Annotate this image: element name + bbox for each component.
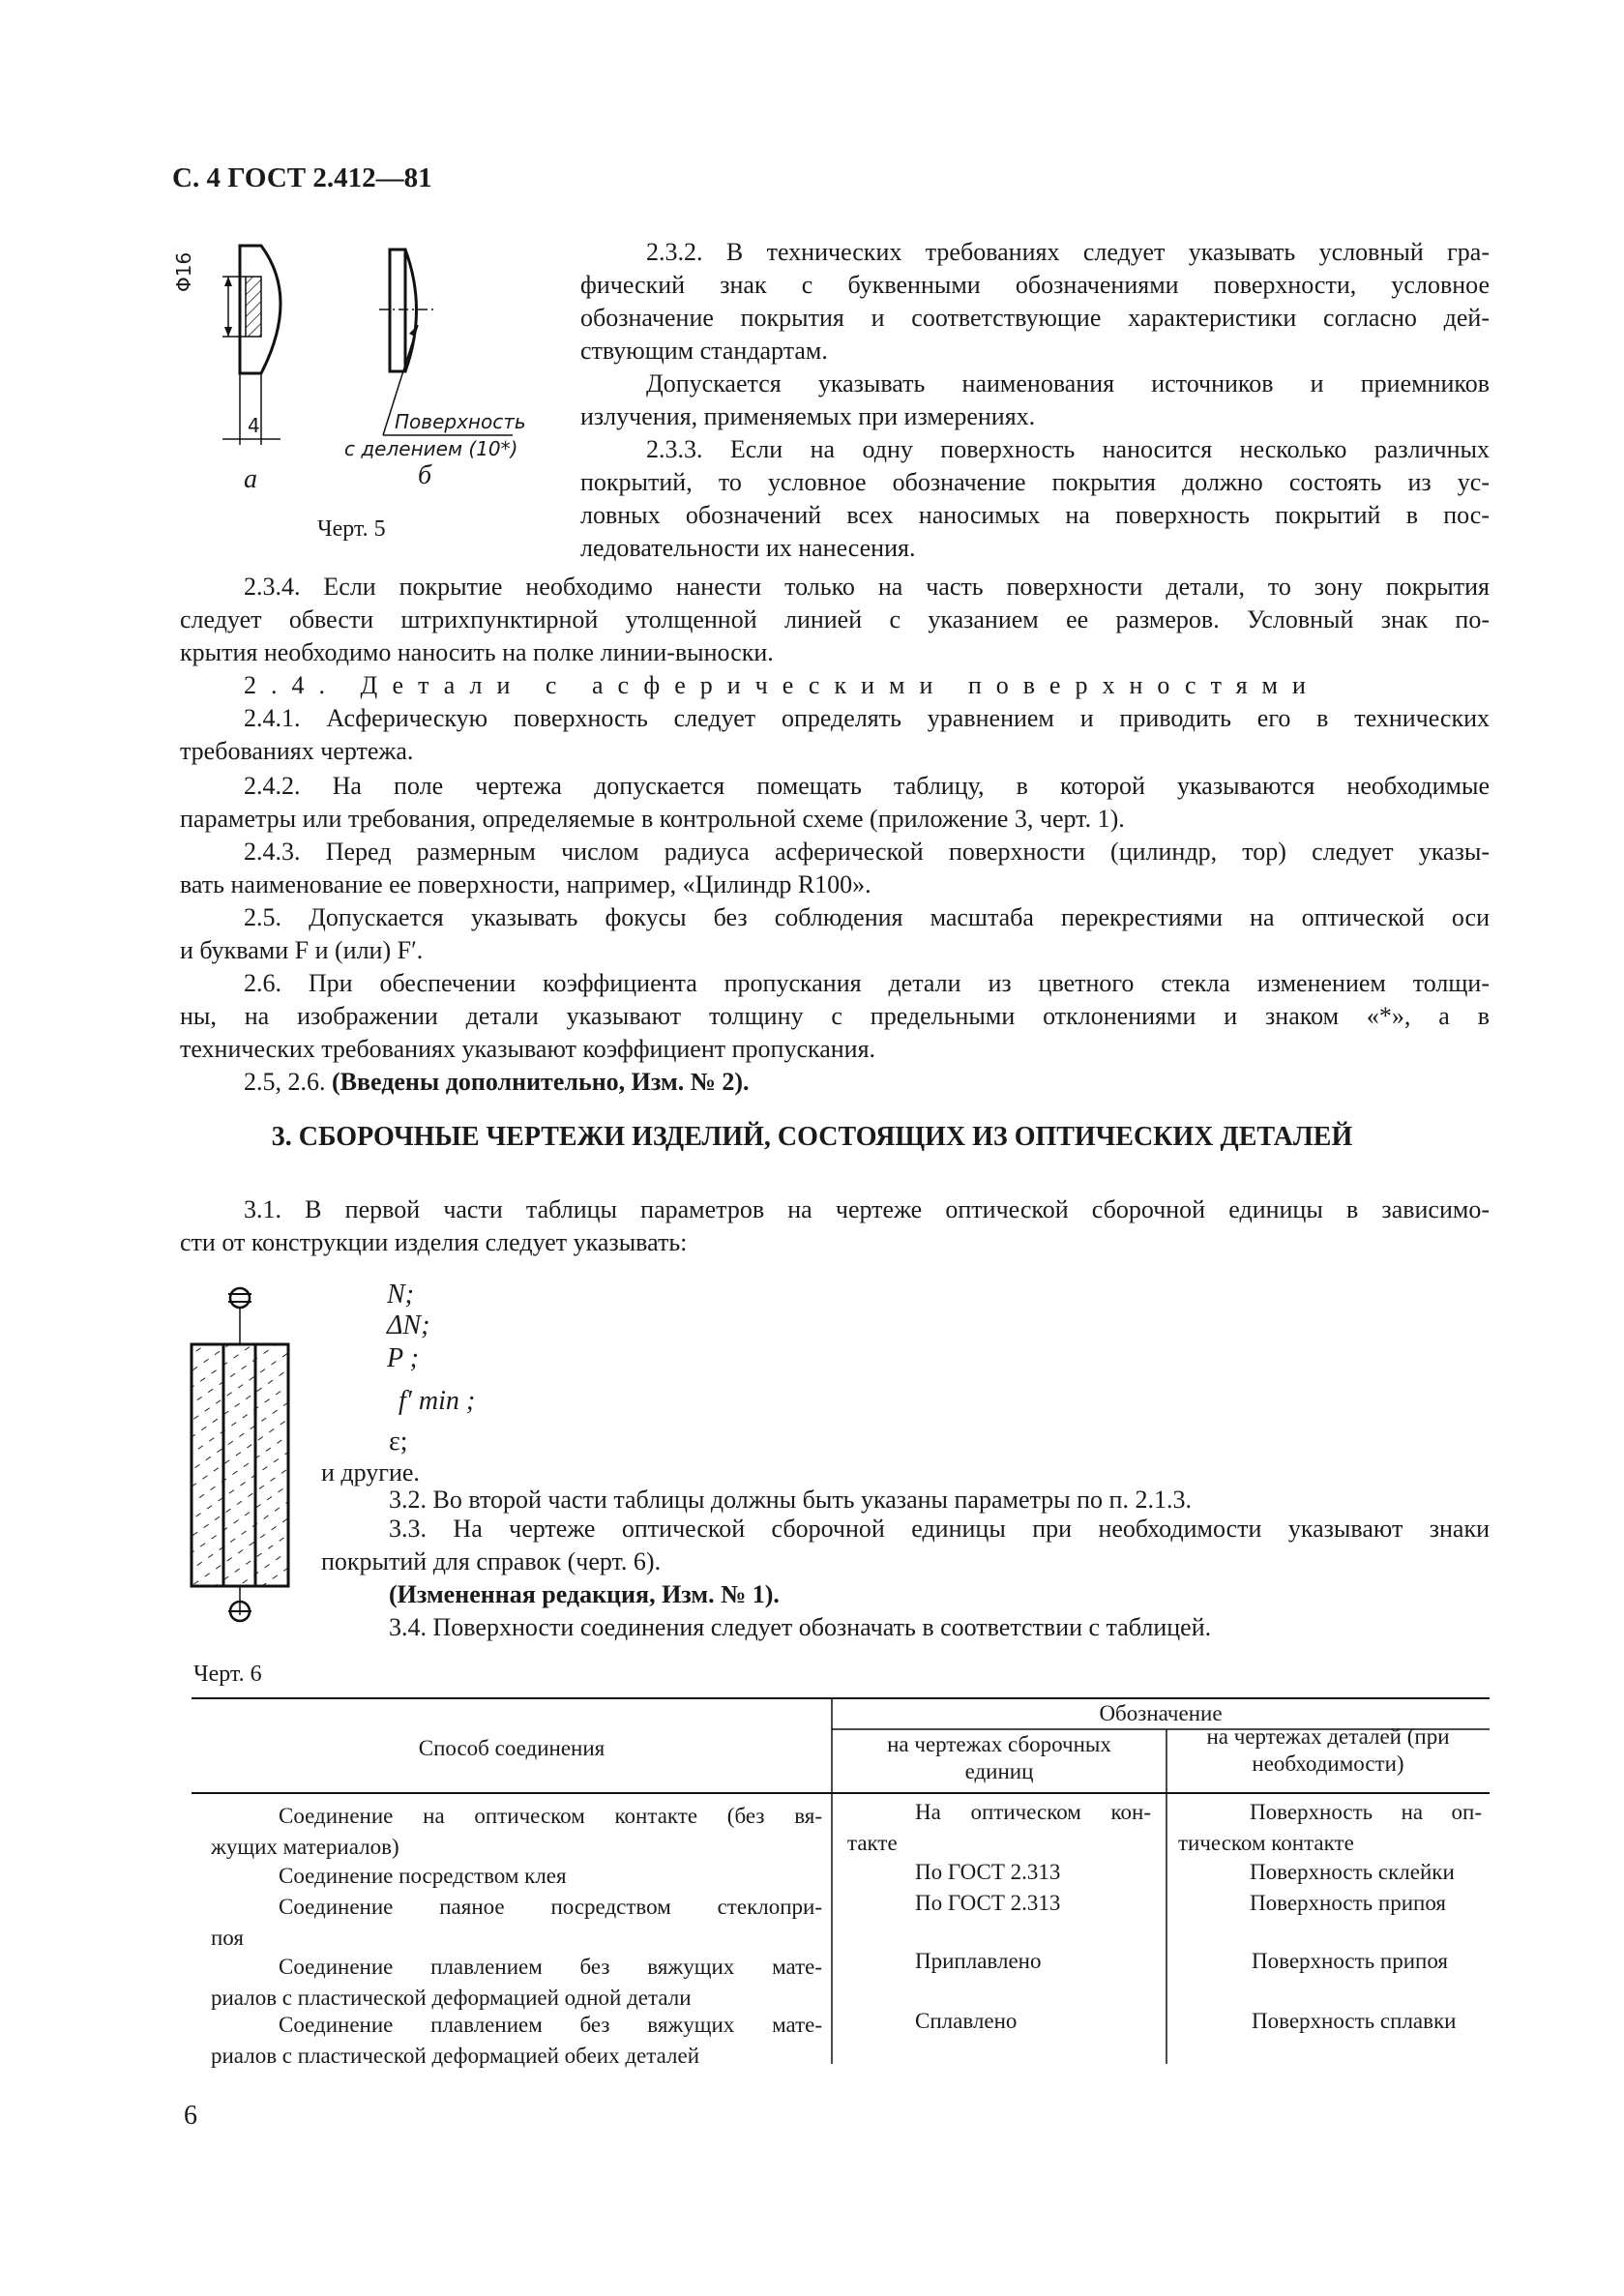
table-cell: Соединение посредством клея <box>279 1864 567 1888</box>
paragraph-line: 2.4.2. На поле чертежа допускается помещать таблицу, в которой указываются необходимые <box>244 772 1490 800</box>
paragraph-line: ловных обозначений всех наносимых на поверхность покрытий в пос- <box>580 501 1490 529</box>
table-cell: Поверхность сплавки <box>1252 2009 1457 2033</box>
table-cell: поя <box>211 1926 244 1950</box>
paragraph-line: требованиях чертежа. <box>180 737 414 765</box>
param-epsilon: ε; <box>389 1427 408 1457</box>
param-f-min: f′ min ; <box>399 1386 476 1416</box>
table-header-method: Способ соединения <box>418 1736 605 1760</box>
paragraph-line: 3.1. В первой части таблицы параметров на чертеже оптической сборочной единицы в зависимо- <box>244 1195 1490 1223</box>
paragraph-line: крытия необходимо наносить на полке линии-выноски. <box>180 638 774 666</box>
table-cell: Соединение паяное посредством стеклопри- <box>279 1895 822 1919</box>
figure-5-label-b: б <box>418 460 432 490</box>
table-cell: На оптическом кон- <box>915 1800 1151 1824</box>
table-cell: Сплавлено <box>915 2009 1018 2033</box>
figure-5-width-label: 4 <box>248 414 260 437</box>
page-header: С. 4 ГОСТ 2.412—81 <box>172 162 432 193</box>
table-header-assembly-line2: единиц <box>964 1759 1034 1783</box>
paragraph-line: обозначение покрытия и соответствующие характеристики согласно дей- <box>580 304 1490 332</box>
paragraph-line: 3.2. Во второй части таблицы должны быть указаны параметры по п. 2.1.3. <box>389 1486 1192 1514</box>
table-cell: риалов с пластической деформацией обеих деталей <box>211 2044 700 2068</box>
figure-5-drawing <box>155 232 542 542</box>
paragraph-line: Допускается указывать наименования источников и приемников <box>646 369 1490 397</box>
paragraph-line: параметры или требования, определяемые в контрольной схеме (приложение 3, черт. 1). <box>180 805 1125 833</box>
amendment-prefix: 2.5, 2.6. <box>244 1068 332 1096</box>
paragraph-line: ны, на изображении детали указывают толщину с предельными отклонениями и знаком «*», а в <box>180 1002 1490 1030</box>
table-cell: Соединение плавлением без вяжущих мате- <box>279 1955 822 1979</box>
table-cell: такте <box>847 1831 898 1855</box>
param-delta-n: ΔN; <box>387 1310 430 1340</box>
figure-5-label-a: а <box>244 464 257 494</box>
amendment-note <box>244 1066 749 1099</box>
paragraph-line: вать наименование ее поверхности, например, «Цилиндр R100». <box>180 870 871 898</box>
figure-5-note-line1: Поверхность <box>395 410 526 433</box>
table-header-designation: Обозначение <box>1099 1701 1223 1725</box>
table-cell: Поверхность припоя <box>1250 1891 1446 1915</box>
paragraph-line: 3.3. На чертеже оптической сборочной единицы при необходимости указывают знаки <box>389 1515 1490 1543</box>
paragraph-line: покрытий, то условное обозначение покрытия должно состоять из ус- <box>580 468 1490 496</box>
figure-5-note-line2: с делением (10*) <box>344 437 518 460</box>
paragraph-line: сти от конструкции изделия следует указывать: <box>180 1228 688 1256</box>
table-cell: Приплавлено <box>915 1949 1042 1973</box>
amendment-note: (Измененная редакция, Изм. № 1). <box>389 1580 780 1608</box>
table-cell: тическом контакте <box>1178 1831 1354 1855</box>
paragraph-line: и другие. <box>321 1458 420 1487</box>
paragraph-line: ствующим стандартам. <box>580 337 828 365</box>
figure-5-diameter-label: Φ16 <box>172 251 195 292</box>
table-cell: жущих материалов) <box>211 1835 399 1859</box>
paragraph-line: следует обвести штрихпунктирной утолщенной линией с указанием ее размеров. Условный знак по- <box>180 605 1490 633</box>
paragraph-line: излучения, применяемых при измерениях. <box>580 402 1036 430</box>
table-header-assembly-line1: на чертежах сборочных <box>887 1732 1111 1756</box>
paragraph-line: технических требованиях указывают коэффициент пропускания. <box>180 1035 876 1063</box>
param-p: P ; <box>387 1343 419 1373</box>
paragraph-line: и буквами F и (или) F′. <box>180 936 424 964</box>
table-header-details-line2: необходимости) <box>1252 1751 1404 1776</box>
table-cell: Поверхность склейки <box>1250 1860 1455 1884</box>
param-n: N; <box>387 1280 414 1310</box>
paragraph-line: 2.3.4. Если покрытие необходимо нанести только на часть поверхности детали, то зону покрытия <box>244 573 1490 601</box>
page-number: 6 <box>184 2101 197 2131</box>
table-cell: Соединение плавлением без вяжущих мате- <box>279 2013 822 2037</box>
table-header-details-line1: на чертежах деталей (при <box>1206 1724 1450 1749</box>
paragraph-line: 2.3.2. В технических требованиях следует указывать условный гра- <box>646 238 1490 266</box>
table-cell: Поверхность припоя <box>1252 1949 1448 1973</box>
table-cell: Соединение на оптическом контакте (без вя- <box>279 1804 822 1828</box>
paragraph-line: 2.4.1. Асферическую поверхность следует определять уравнением и приводить его в технических <box>244 704 1490 732</box>
paragraph-line: 2.5. Допускается указывать фокусы без соблюдения масштаба перекрестиями на оптической оси <box>244 903 1490 931</box>
plate-b-icon <box>379 250 513 435</box>
paragraph-line: 2.3.3. Если на одну поверхность наносится несколько различных <box>646 435 1490 463</box>
section-heading: 2.4. Детали с асферическими поверхностями <box>244 671 1320 699</box>
paragraph-line: покрытий для справок (черт. 6). <box>321 1547 662 1575</box>
figure-6-drawing <box>184 1277 300 1634</box>
table-cell: риалов с пластической деформацией одной детали <box>211 1986 692 2010</box>
paragraph-line: фический знак с буквенными обозначениями поверхности, условное <box>580 271 1490 299</box>
figure-5-caption: Черт. 5 <box>317 516 386 542</box>
paragraph-line: 2.6. При обеспечении коэффициента пропускания детали из цветного стекла изменением толщи- <box>244 969 1490 997</box>
coating-symbol-top-icon <box>228 1288 251 1308</box>
table-cell: По ГОСТ 2.313 <box>915 1891 1061 1915</box>
table-cell: По ГОСТ 2.313 <box>915 1860 1061 1884</box>
paragraph-line: 2.4.3. Перед размерным числом радиуса асферической поверхности (цилиндр, тор) следует указы- <box>244 838 1490 866</box>
figure-6-caption: Черт. 6 <box>193 1662 262 1687</box>
amendment-bold: (Введены дополнительно, Изм. № 2). <box>332 1068 750 1096</box>
paragraph-line: 3.4. Поверхности соединения следует обозначать в соответствии с таблицей. <box>389 1613 1212 1641</box>
paragraph-line: ледовательности их нанесения. <box>580 534 916 562</box>
section-3-title: 3. СБОРОЧНЫЕ ЧЕРТЕЖИ ИЗДЕЛИЙ, СОСТОЯЩИХ ИЗ ОПТИЧЕСКИХ ДЕТАЛЕЙ <box>271 1122 1353 1152</box>
table-cell: Поверхность на оп- <box>1250 1800 1482 1824</box>
